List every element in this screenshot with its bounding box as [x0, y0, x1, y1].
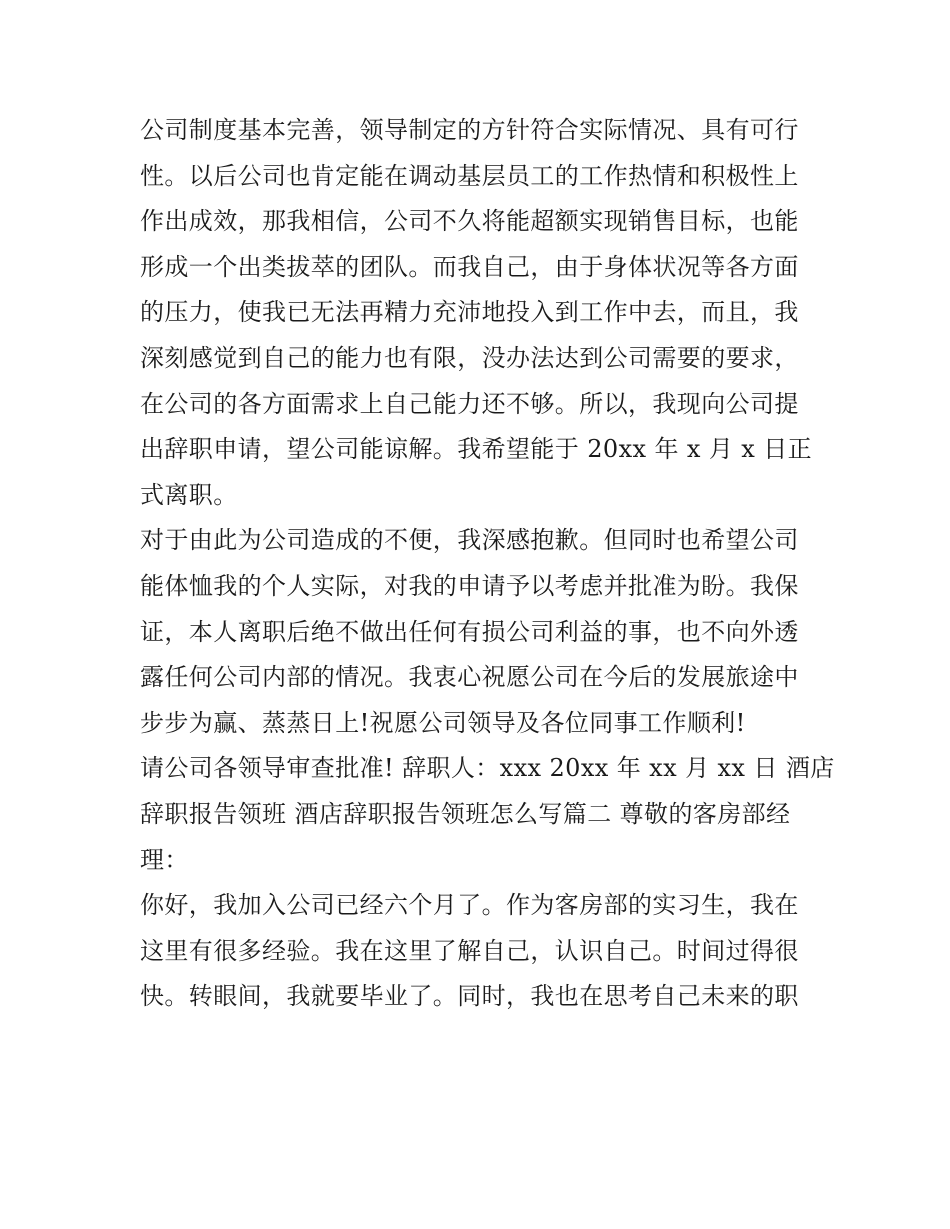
text-line: 辞职报告领班 酒店辞职报告领班怎么写篇二 尊敬的客房部经 [140, 799, 791, 828]
text-line: 露任何公司内部的情况。我衷心祝愿公司在今后的发展旅途中 [140, 663, 799, 692]
text-line: 这里有很多经验。我在这里了解自己，认识自己。时间过得很 [140, 936, 799, 965]
text-line: 公司制度基本完善，领导制定的方针符合实际情况、具有可行 [140, 116, 799, 144]
text-line: 证，本人离职后绝不做出任何有损公司利益的事，也不向外透 [140, 617, 799, 646]
text-line: 式离职。 [140, 480, 238, 509]
text-line: 作出成效，那我相信，公司不久将能超额实现销售目标，也能 [140, 207, 799, 236]
text-line: 快。转眼间，我就要毕业了。同时，我也在思考自己未来的职 [140, 982, 799, 1011]
text-line: 你好，我加入公司已经六个月了。作为客房部的实习生，我在 [140, 891, 799, 920]
text-line: 请公司各领导审查批准! 辞职人：xxx 20xx 年 xx 月 xx 日 酒店 [140, 754, 835, 783]
text-line: 步步为赢、蒸蒸日上!祝愿公司领导及各位同事工作顺利! [140, 708, 746, 737]
text-line: 的压力，使我已无法再精力充沛地投入到工作中去，而且，我 [140, 298, 799, 327]
text-line: 出辞职申请，望公司能谅解。我希望能于 20xx 年 x 月 x 日正 [140, 435, 813, 464]
text-line: 对于由此为公司造成的不便，我深感抱歉。但同时也希望公司 [140, 526, 799, 555]
text-line: 深刻感觉到自己的能力也有限，没办法达到公司需要的要求， [140, 343, 799, 372]
text-line: 能体恤我的个人实际，对我的申请予以考虑并批准为盼。我保 [140, 571, 799, 600]
text-line: 在公司的各方面需求上自己能力还不够。所以，我现向公司提 [140, 389, 799, 418]
text-line: 性。以后公司也肯定能在调动基层员工的工作热情和积极性上 [140, 161, 799, 190]
document-body [140, 108, 835, 1020]
text-line: 理： [140, 845, 189, 874]
text-line: 形成一个出类拔萃的团队。而我自己，由于身体状况等各方面 [140, 252, 799, 281]
